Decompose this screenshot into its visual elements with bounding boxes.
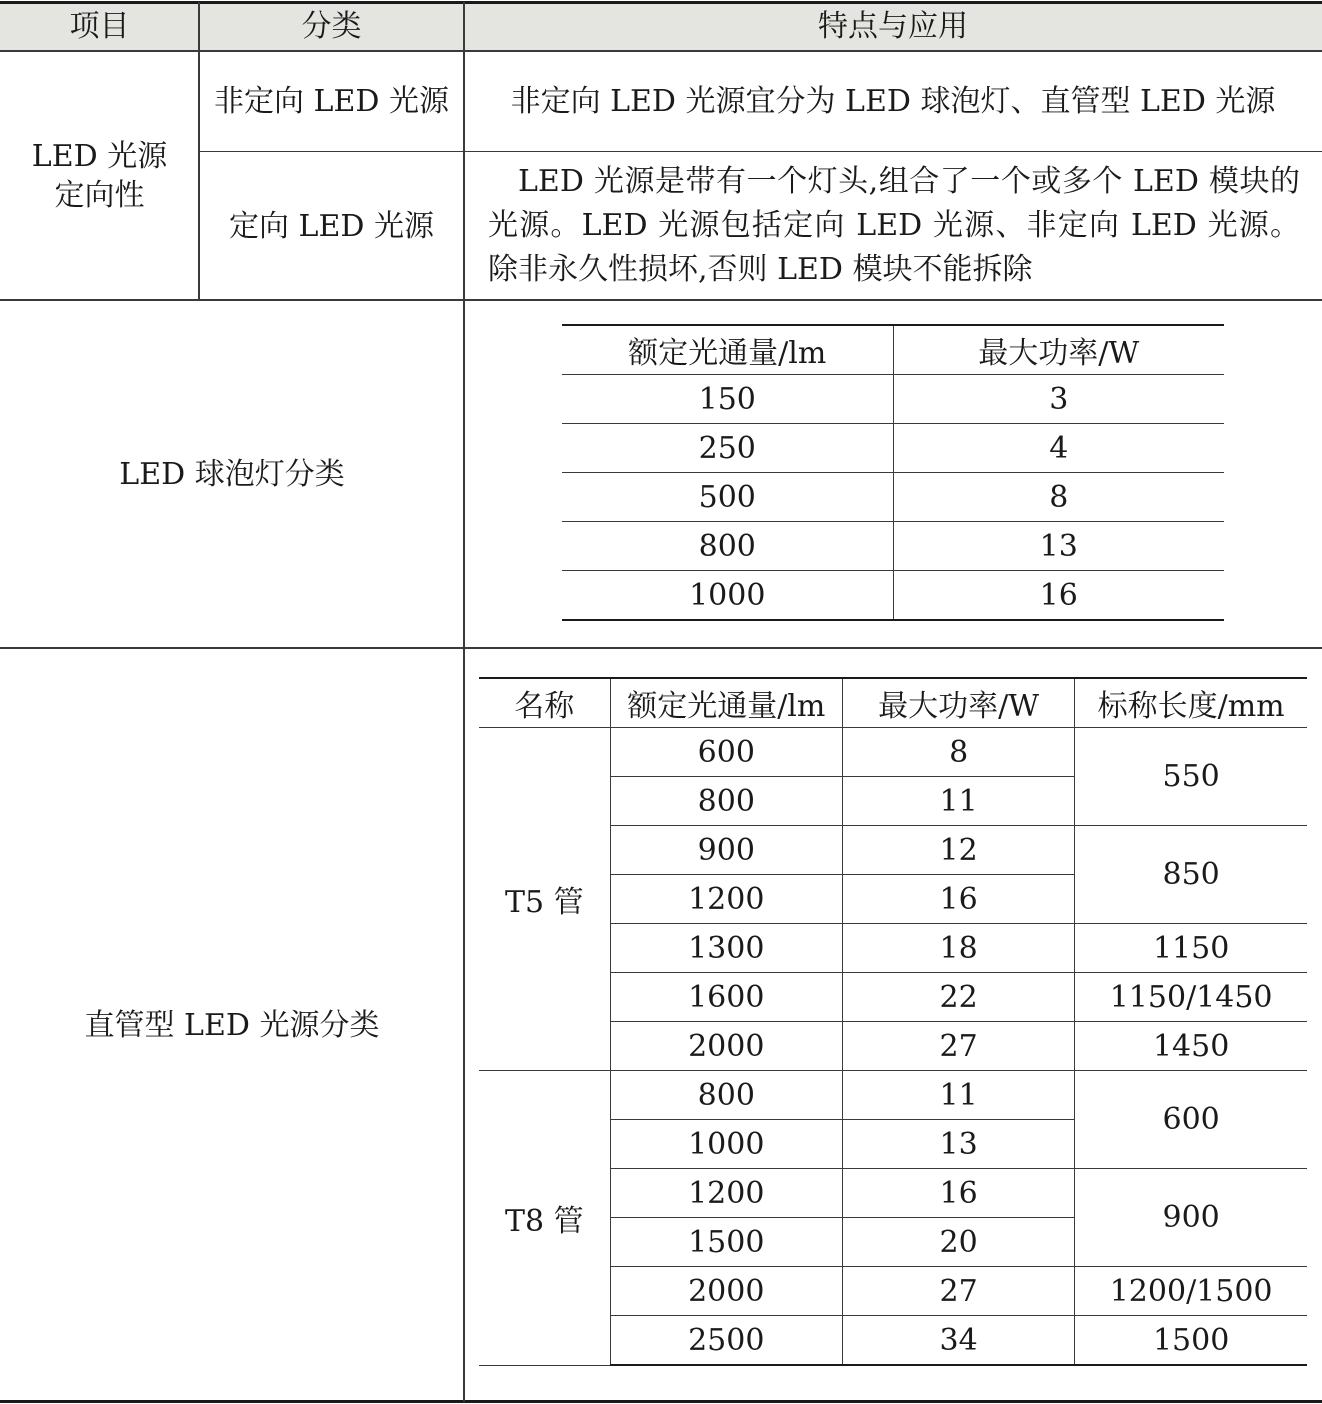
tube-length-cell: 550 [1075,728,1307,826]
tube-length-cell: 850 [1075,826,1307,924]
table-row [562,473,1224,522]
section2-bottom-rule [0,647,1322,649]
directionality-item [0,52,199,300]
bulb-power-cell: 3 [893,375,1224,424]
bulb-flux-cell: 250 [562,424,893,473]
category-non-directional: 非定向 LED 光源 [214,84,449,119]
tube-power-cell: 27 [842,1022,1074,1071]
tube-flux-cell: 800 [610,1071,842,1120]
tube-name-t8: T8 管 [479,1071,610,1366]
tube-length-cell: 1450 [1075,1022,1307,1071]
tube-power-cell: 12 [842,826,1074,875]
bulb-power-cell: 4 [893,424,1224,473]
bulb-flux-cell: 800 [562,522,893,571]
tube-power-cell: 16 [842,1169,1074,1218]
tube-table [479,677,1307,1366]
tube-power-cell: 13 [842,1120,1074,1169]
table-row [479,728,1307,777]
tube-flux-cell: 1000 [610,1120,842,1169]
col-divider-item [198,2,200,300]
tube-power-cell: 18 [842,924,1074,973]
col-divider-features [463,2,465,1402]
header-features: 特点与应用 [818,9,968,44]
tube-name-t5: T5 管 [479,728,610,1071]
category-directional: 定向 LED 光源 [229,208,434,244]
tube-length-cell: 600 [1075,1071,1307,1169]
bulb-power-cell: 13 [893,522,1224,571]
tube-flux-cell: 900 [610,826,842,875]
bulb-table-header [562,325,1224,375]
tube-flux-cell: 2000 [610,1267,842,1316]
tube-length-cell: 1500 [1075,1316,1307,1366]
features-directional: LED 光源是带有一个灯头,组合了一个或多个 LED 模块的光源。LED 光源包括定向 LED 光源、非定向 LED 光源。除非永久性损坏,否则 LED 模块不能拆除 [488,164,1300,287]
features-non-directional: 非定向 LED 光源宜分为 LED 球泡灯、直管型 LED 光源 [510,84,1276,119]
table-row [562,571,1224,621]
tube-header-name: 名称 [479,678,610,728]
header-category: 分类 [301,9,362,44]
bottom-rule [0,1400,1322,1403]
tube-power-cell: 27 [842,1267,1074,1316]
tube-header-flux: 额定光通量/lm [610,678,842,728]
tube-power-cell: 34 [842,1316,1074,1366]
table-row [562,424,1224,473]
tube-power-cell: 20 [842,1218,1074,1267]
bulb-header-flux: 额定光通量/lm [562,325,893,375]
tube-flux-cell: 600 [610,728,842,777]
tube-length-cell: 900 [1075,1169,1307,1267]
tube-power-cell: 22 [842,973,1074,1022]
tube-power-cell: 11 [842,1071,1074,1120]
table-row [562,522,1224,571]
tube-length-cell: 1200/1500 [1075,1267,1307,1316]
bulb-label: LED 球泡灯分类 [119,457,345,492]
tube-length-cell: 1150 [1075,924,1307,973]
table-row [562,375,1224,424]
tube-header-power: 最大功率/W [842,678,1074,728]
tube-flux-cell: 1200 [610,1169,842,1218]
tube-flux-cell: 2500 [610,1316,842,1366]
tube-table-header [479,678,1307,728]
table-row [479,1071,1307,1120]
tube-flux-cell: 1600 [610,973,842,1022]
tube-flux-cell: 2000 [610,1022,842,1071]
bulb-flux-cell: 500 [562,473,893,522]
bulb-flux-cell: 150 [562,375,893,424]
tube-flux-cell: 1500 [610,1218,842,1267]
tube-header-length: 标称长度/mm [1075,678,1307,728]
header-item: 项目 [69,9,130,44]
tube-length-cell: 1150/1450 [1075,973,1307,1022]
bulb-power-cell: 8 [893,473,1224,522]
tube-power-cell: 11 [842,777,1074,826]
bulb-flux-cell: 1000 [562,571,893,621]
bulb-header-power: 最大功率/W [893,325,1224,375]
tube-label: 直管型 LED 光源分类 [84,1008,380,1043]
directionality-item-line2: 定向性 [54,178,145,213]
bulb-table [562,324,1224,621]
directionality-row-divider [199,151,1322,152]
tube-power-cell: 16 [842,875,1074,924]
bulb-power-cell: 16 [893,571,1224,621]
tube-flux-cell: 1200 [610,875,842,924]
tube-power-cell: 8 [842,728,1074,777]
tube-flux-cell: 800 [610,777,842,826]
tube-flux-cell: 1300 [610,924,842,973]
directionality-item-line1: LED 光源 [31,139,168,174]
